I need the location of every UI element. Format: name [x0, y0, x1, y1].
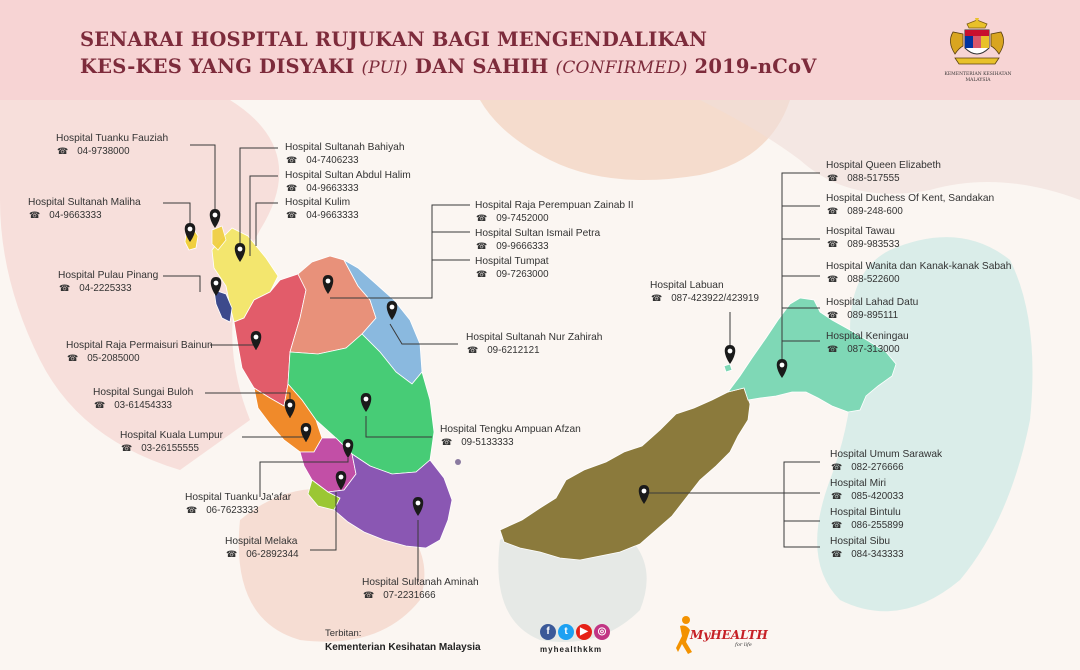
label-sultanah-nur-zahirah: Hospital Sultanah Nur Zahirah ☎ 09-6212121	[466, 332, 603, 356]
label-melaka: Hospital Melaka ☎ 06-2892344	[225, 536, 299, 560]
phone-icon: ☎	[363, 590, 375, 600]
label-keningau: Hospital Keningau ☎ 087-313000	[826, 331, 909, 355]
label-kulim: Hospital Kulim ☎ 04-9663333	[285, 197, 359, 221]
phone-icon: ☎	[476, 269, 488, 279]
label-tengku-ampuan-afzan: Hospital Tengku Ampuan Afzan ☎ 09-5133333	[440, 424, 581, 448]
phone-icon: ☎	[827, 206, 839, 216]
phone-icon: ☎	[286, 155, 298, 165]
phone-icon: ☎	[67, 353, 79, 363]
phone-icon: ☎	[286, 210, 298, 220]
label-kuala-lumpur: Hospital Kuala Lumpur ☎ 03-26155555	[120, 430, 224, 454]
phone-icon: ☎	[29, 210, 41, 220]
label-umum-sarawak: Hospital Umum Sarawak ☎ 082-276666	[830, 449, 943, 473]
phone-icon: ☎	[467, 345, 479, 355]
phone-icon: ☎	[827, 274, 839, 284]
label-raja-permaisuri-bainun: Hospital Raja Permaisuri Bainun ☎ 05-2085000	[66, 340, 213, 364]
phone-icon: ☎	[831, 520, 843, 530]
twitter-icon[interactable]: t	[558, 624, 574, 640]
label-tuanku-jaafar: Hospital Tuanku Ja'afar ☎ 06-7623333	[185, 492, 292, 516]
phone-icon: ☎	[59, 283, 71, 293]
title-line-2: KES-KES YANG DISYAKI (PUI) DAN SAHIH (CONFIRMED) 2019-nCoV	[80, 55, 817, 78]
phone-icon: ☎	[827, 344, 839, 354]
label-labuan: Hospital Labuan ☎ 087-423922/423919	[650, 280, 759, 304]
phone-icon: ☎	[121, 443, 133, 453]
label-sibu: Hospital Sibu ☎ 084-343333	[830, 536, 904, 560]
label-raja-perempuan-zainab: Hospital Raja Perempuan Zainab II ☎ 09-7452000	[475, 200, 634, 224]
label-queen-elizabeth: Hospital Queen Elizabeth ☎ 088-517555	[826, 160, 941, 184]
label-sungai-buloh: Hospital Sungai Buloh ☎ 03-61454333	[93, 387, 194, 411]
phone-icon: ☎	[476, 241, 488, 251]
ministry-caption: KEMENTERIAN KESIHATAN MALAYSIA	[944, 72, 1012, 83]
phone-icon: ☎	[651, 293, 663, 303]
label-miri: Hospital Miri ☎ 085-420033	[830, 478, 904, 502]
phone-icon: ☎	[827, 173, 839, 183]
label-bintulu: Hospital Bintulu ☎ 086-255899	[830, 507, 904, 531]
label-sultanah-bahiyah: Hospital Sultanah Bahiyah ☎ 04-7406233	[285, 142, 405, 166]
publisher-name: Kementerian Kesihatan Malaysia	[325, 642, 481, 653]
phone-icon: ☎	[286, 183, 298, 193]
myhealth-brand-sub: for life	[735, 642, 752, 648]
phone-icon: ☎	[57, 146, 69, 156]
phone-icon: ☎	[94, 400, 106, 410]
published-by-label: Terbitan:	[325, 628, 362, 639]
region-sarawak	[500, 388, 750, 560]
phone-icon: ☎	[831, 549, 843, 559]
location-pin-icon	[725, 345, 736, 364]
label-sultanah-maliha: Hospital Sultanah Maliha ☎ 04-9663333	[28, 197, 141, 221]
label-sultanah-aminah: Hospital Sultanah Aminah ☎ 07-2231666	[362, 577, 479, 601]
youtube-icon[interactable]: ▶	[576, 624, 592, 640]
myhealth-brand: MyHEALTH	[690, 628, 768, 642]
label-duchess-of-kent: Hospital Duchess Of Kent, Sandakan ☎ 089-248-600	[826, 193, 995, 217]
label-wanita-kanak-sabah: Hospital Wanita dan Kanak-kanak Sabah ☎ 088-522600	[826, 261, 1012, 285]
phone-icon: ☎	[831, 491, 843, 501]
phone-icon: ☎	[831, 462, 843, 472]
social-handle[interactable]: myhealthkkm	[540, 645, 603, 654]
phone-icon: ☎	[827, 310, 839, 320]
label-pulau-pinang: Hospital Pulau Pinang ☎ 04-2225333	[58, 270, 159, 294]
island-tioman	[455, 459, 461, 465]
publisher-credit	[325, 628, 481, 653]
region-labuan	[724, 364, 732, 372]
label-lahad-datu: Hospital Lahad Datu ☎ 089-895111	[826, 297, 919, 321]
instagram-icon[interactable]: ◎	[594, 624, 610, 640]
label-sultan-ismail-petra: Hospital Sultan Ismail Petra ☎ 09-9666333	[475, 228, 601, 252]
phone-icon: ☎	[186, 505, 198, 515]
label-tuanku-fauziah: Hospital Tuanku Fauziah ☎ 04-9738000	[56, 133, 169, 157]
phone-icon: ☎	[226, 549, 238, 559]
label-tawau: Hospital Tawau ☎ 089-983533	[826, 226, 900, 250]
phone-icon: ☎	[441, 437, 453, 447]
title-line-1: SENARAI HOSPITAL RUJUKAN BAGI MENGENDALIKAN	[80, 28, 708, 51]
label-tumpat: Hospital Tumpat ☎ 09-7263000	[475, 256, 549, 280]
phone-icon: ☎	[476, 213, 488, 223]
facebook-icon[interactable]: f	[540, 624, 556, 640]
label-sultan-abdul-halim: Hospital Sultan Abdul Halim ☎ 04-9663333	[285, 170, 411, 194]
phone-icon: ☎	[827, 239, 839, 249]
